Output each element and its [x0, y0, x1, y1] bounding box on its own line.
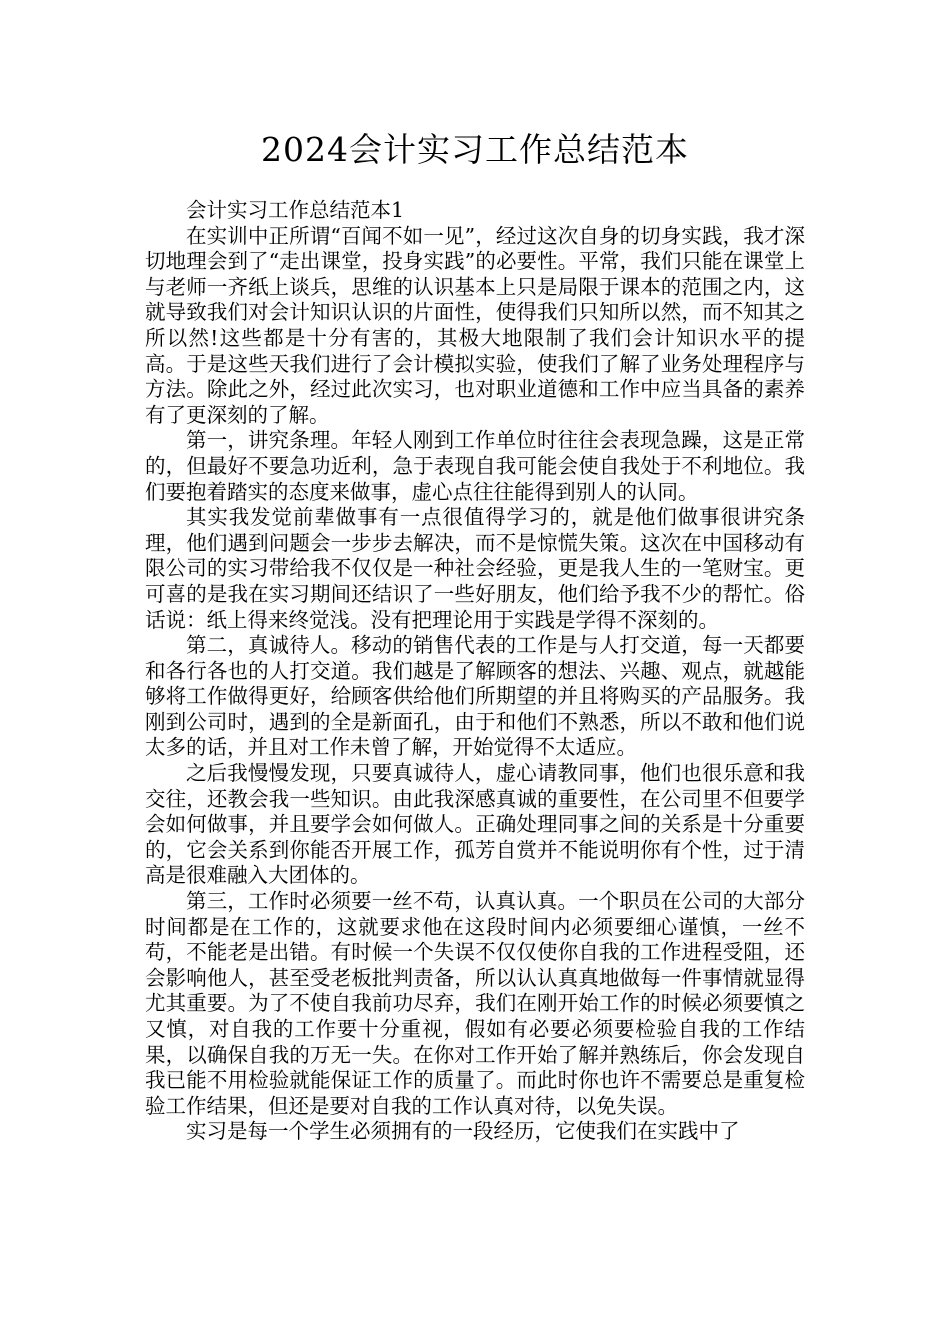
paragraph-closing: 实习是每一个学生必须拥有的一段经历，它使我们在实践中了	[186, 1119, 740, 1144]
paragraph-point-one-detail: 其实我发觉前辈做事有一点很值得学习的，就是他们做事很讲究条理，他们遇到问题会一步步去解决，而不是惊慌失策。这次在中国移动有限公司的实习带给我不仅仅是一种社会经验，更是我人生的一笔财宝。更可喜的是我在实习期间还结识了一些好朋友，他们给予我不少的帮忙。俗话说：纸上得来终觉浅。没有把理论用于实践是学得不深刻的。	[145, 505, 805, 632]
paragraph-point-three: 第三，工作时必须要一丝不苟，认真认真。一个职员在公司的大部分时间都是在工作的，这就要求他在这段时间内必须要细心谨慎，一丝不苟，不能老是出错。有时候一个失误不仅仅使你自我的工作进程受阻，还会影响他人，甚至受老板批判责备，所以认认真真地做每一件事情就显得尤其重要。为了不使自我前功尽弃，我们在刚开始工作的时候必须要慎之又慎，对自我的工作要十分重视，假如有必要必须要检验自我的工作结果，以确保自我的万无一失。在你对工作开始了解并熟练后，你会发现自我已能不用检验就能保证工作的质量了。而此时你也许不需要总是重复检验工作结果，但还是要对自我的工作认真对待，以免失误。	[145, 889, 805, 1118]
section-heading: 会计实习工作总结范本1	[186, 198, 405, 222]
paragraph-point-two: 第二，真诚待人。移动的销售代表的工作是与人打交道，每一天都要和各行各也的人打交道。我们越是了解顾客的想法、兴趣、观点，就越能够将工作做得更好，给顾客供给他们所期望的并且将购买的产品服务。我刚到公司时，遇到的全是新面孔，由于和他们不熟悉，所以不敢和他们说太多的话，并且对工作未曾了解，开始觉得不太适应。	[145, 633, 805, 760]
paragraph-point-two-detail: 之后我慢慢发现，只要真诚待人，虚心请教同事，他们也很乐意和我交往，还教会我一些知识。由此我深感真诚的重要性，在公司里不但要学会如何做事，并且要学会如何做人。正确处理同事之间的关系是十分重要的，它会关系到你能否开展工作，孤芳自赏并不能说明你有个性，过于清高是很难融入大团体的。	[145, 761, 805, 888]
document-title: 2024会计实习工作总结范本	[261, 130, 689, 169]
paragraph-intro: 在实训中正所谓“百闻不如一见”，经过这次自身的切身实践，我才深切地理会到了“走出课堂，投身实践”的必要性。平常，我们只能在课堂上与老师一齐纸上谈兵，思维的认识基本上只是局限于课本的范围之内，这就导致我们对会计知识认识的片面性，使得我们只知所以然，而不知其之所以然!这些都是十分有害的，其极大地限制了我们会计知识水平的提高。于是这些天我们进行了会计模拟实验，使我们了解了业务处理程序与方法。除此之外，经过此次实习，也对职业道德和工作中应当具备的素养有了更深刻的了解。	[145, 223, 805, 427]
paragraph-point-one: 第一，讲究条理。年轻人刚到工作单位时往往会表现急躁，这是正常的，但最好不要急功近利，急于表现自我可能会使自我处于不利地位。我们要抱着踏实的态度来做事，虚心点往往能得到别人的认同。	[145, 428, 805, 504]
document-body	[145, 198, 805, 1145]
